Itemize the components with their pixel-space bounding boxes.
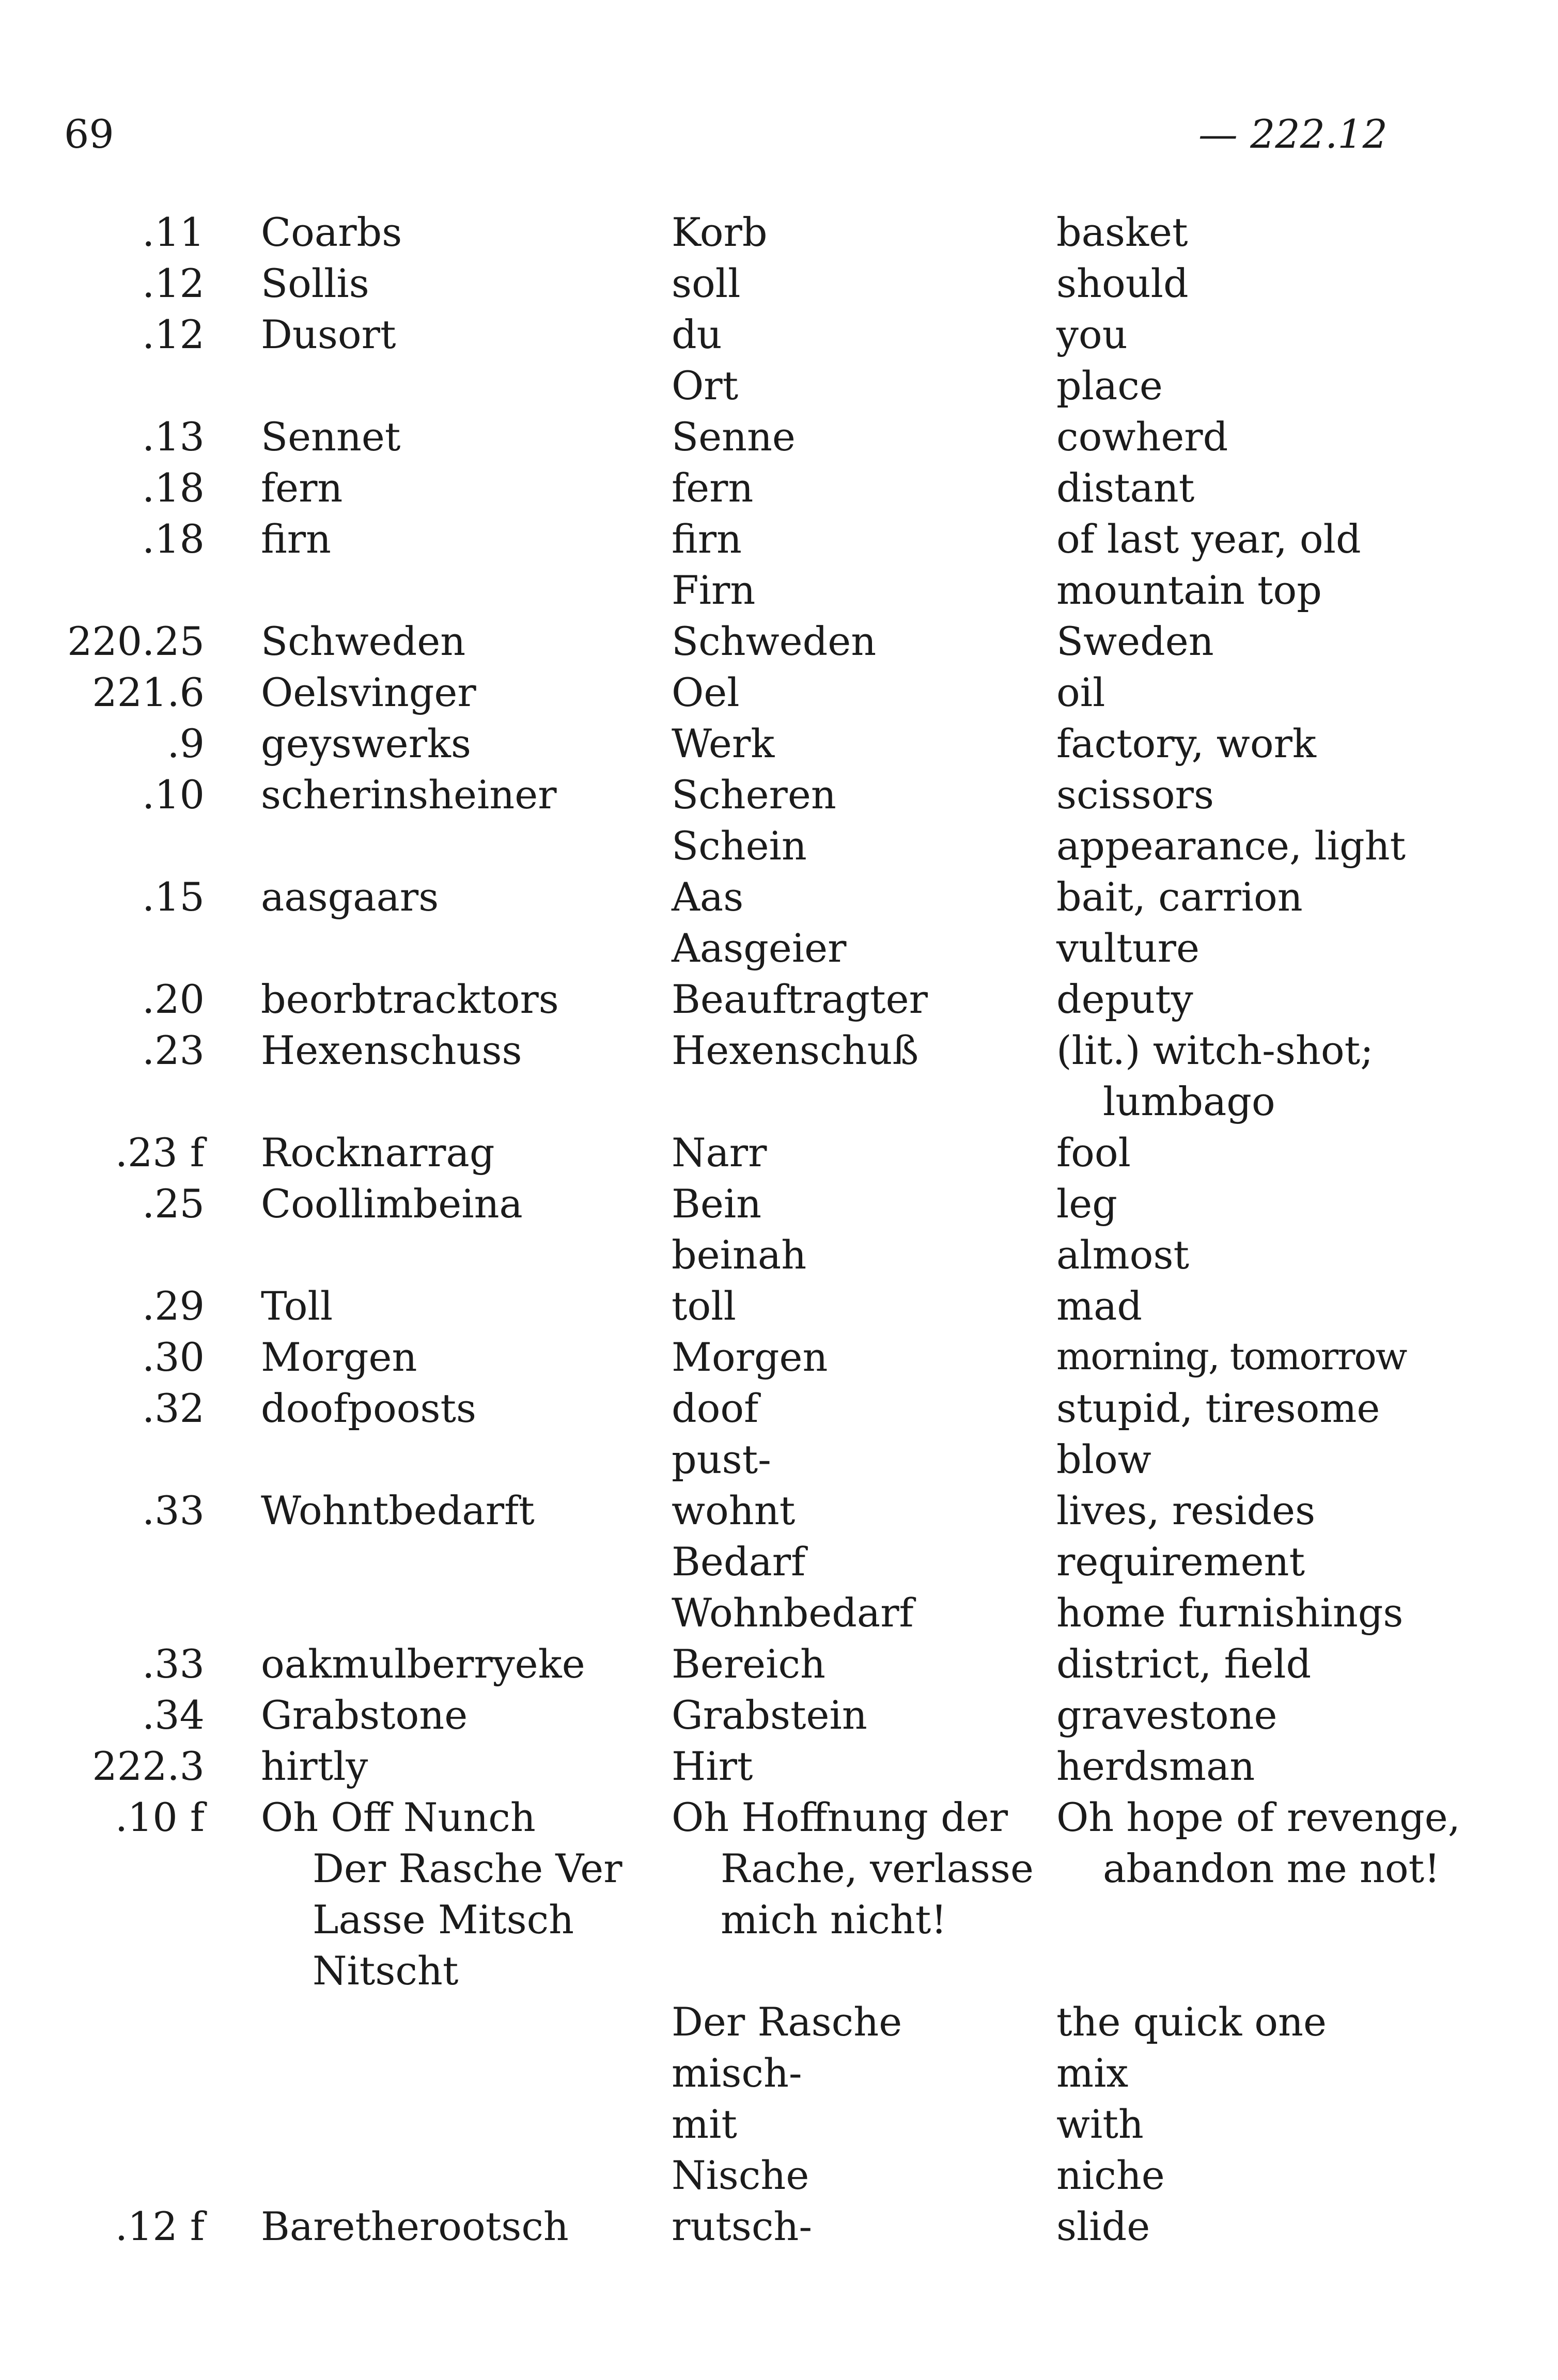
glossary-row <box>0 462 1558 513</box>
glossary-row <box>0 922 1558 974</box>
english-gloss: Oh hope of revenge, <box>1056 1794 1460 1840</box>
line-reference: .30 <box>142 1334 205 1380</box>
english-gloss: basket <box>1056 209 1188 255</box>
wake-word: geyswerks <box>261 721 471 766</box>
english-gloss: Sweden <box>1056 618 1214 664</box>
line-reference: .12 <box>142 311 205 357</box>
german-source: pust- <box>672 1436 771 1482</box>
german-source: Oel <box>672 669 740 715</box>
glossary-row <box>0 1383 1558 1434</box>
english-gloss: niche <box>1056 2152 1165 2198</box>
german-source: Schweden <box>672 618 877 664</box>
english-gloss: vulture <box>1056 925 1199 971</box>
glossary-row <box>0 769 1558 820</box>
wake-word: Der Rasche Ver <box>313 1845 622 1891</box>
line-reference: .34 <box>142 1692 205 1738</box>
german-source: Hirt <box>672 1743 753 1789</box>
glossary-row <box>0 1332 1558 1383</box>
line-reference: .12 f <box>115 2203 205 2249</box>
glossary-row <box>0 1434 1558 1485</box>
english-gloss: with <box>1056 2101 1144 2147</box>
english-gloss: factory, work <box>1056 721 1316 766</box>
english-gloss: you <box>1056 311 1128 357</box>
wake-word: Oelsvinger <box>261 669 476 715</box>
english-gloss: leg <box>1056 1181 1117 1227</box>
line-reference: .11 <box>142 209 205 255</box>
glossary-row <box>0 2201 1558 2252</box>
german-source: doof <box>672 1385 759 1431</box>
glossary-row <box>0 1587 1558 1638</box>
wake-word: Sollis <box>261 260 369 306</box>
line-reference: .10 f <box>115 1794 205 1840</box>
german-source: firn <box>672 516 742 562</box>
line-reference: .25 <box>142 1181 205 1227</box>
english-gloss: morning, tomorrow <box>1056 1335 1407 1378</box>
glossary-row <box>0 360 1558 411</box>
wake-word: Oh Off Nunch <box>261 1794 536 1840</box>
english-gloss: fool <box>1056 1130 1131 1176</box>
line-reference: .29 <box>142 1283 205 1329</box>
english-gloss: lives, resides <box>1056 1488 1316 1533</box>
wake-word: aasgaars <box>261 874 439 920</box>
english-gloss: lumbago <box>1103 1078 1275 1124</box>
german-source: Aas <box>672 874 744 920</box>
german-source: Rache, verlasse <box>721 1845 1034 1891</box>
line-reference: .33 <box>142 1488 205 1533</box>
german-source: Wohnbedarf <box>672 1590 914 1636</box>
wake-word: beorbtracktors <box>261 976 559 1022</box>
glossary-row <box>0 871 1558 922</box>
english-gloss: of last year, old <box>1056 516 1361 562</box>
german-source: Nische <box>672 2152 809 2198</box>
glossary-row <box>0 667 1558 718</box>
glossary-row <box>0 207 1558 258</box>
german-source: fern <box>672 465 754 511</box>
line-reference: .18 <box>142 465 205 511</box>
glossary-row <box>0 616 1558 667</box>
glossary-row <box>0 1638 1558 1689</box>
english-gloss: slide <box>1056 2203 1150 2249</box>
wake-word: oakmulberryeke <box>261 1641 585 1687</box>
line-reference: 221.6 <box>92 669 205 715</box>
wake-word: Wohntbedarft <box>261 1488 535 1533</box>
english-gloss: almost <box>1056 1232 1189 1278</box>
german-source: Hexenschuß <box>672 1027 919 1073</box>
german-source: Oh Hoffnung der <box>672 1794 1008 1840</box>
line-reference: .9 <box>167 721 205 766</box>
line-reference: .23 <box>142 1027 205 1073</box>
glossary-row <box>0 1485 1558 1536</box>
line-reference: .23 f <box>115 1130 205 1176</box>
wake-word: Toll <box>261 1283 333 1329</box>
english-gloss: herdsman <box>1056 1743 1255 1789</box>
german-source: misch- <box>672 2050 802 2096</box>
german-source: du <box>672 311 722 357</box>
glossary-table <box>0 207 1558 2252</box>
glossary-row <box>0 1025 1558 1076</box>
wake-word: Hexenschuss <box>261 1027 522 1073</box>
english-gloss: mountain top <box>1056 567 1322 613</box>
english-gloss: district, field <box>1056 1641 1312 1687</box>
glossary-row <box>0 565 1558 616</box>
german-source: wohnt <box>672 1488 796 1533</box>
glossary-row <box>0 2099 1558 2150</box>
glossary-row <box>0 1076 1558 1127</box>
line-reference: 220.25 <box>67 618 205 664</box>
english-gloss: oil <box>1056 669 1105 715</box>
wake-word: Morgen <box>261 1334 417 1380</box>
wake-word: Dusort <box>261 311 396 357</box>
english-gloss: appearance, light <box>1056 823 1406 869</box>
wake-word: Grabstone <box>261 1692 468 1738</box>
glossary-row <box>0 2047 1558 2099</box>
german-source: toll <box>672 1283 736 1329</box>
english-gloss: the quick one <box>1056 1999 1327 2045</box>
line-reference: .20 <box>142 976 205 1022</box>
running-head: — 222.12 <box>1198 111 1388 157</box>
german-source: Scheren <box>672 772 836 818</box>
english-gloss: place <box>1056 363 1163 409</box>
glossary-row <box>0 2150 1558 2201</box>
german-source: Grabstein <box>672 1692 867 1738</box>
wake-word: Coollimbeina <box>261 1181 523 1227</box>
wake-word: Schweden <box>261 618 466 664</box>
glossary-row <box>0 1280 1558 1332</box>
glossary-row <box>0 1843 1558 1894</box>
glossary-row <box>0 1741 1558 1792</box>
wake-word: Baretherootsch <box>261 2203 569 2249</box>
glossary-row <box>0 1996 1558 2047</box>
english-gloss: abandon me not! <box>1103 1845 1440 1891</box>
german-source: Schein <box>672 823 807 869</box>
english-gloss: should <box>1056 260 1189 306</box>
line-reference: .33 <box>142 1641 205 1687</box>
wake-word: Coarbs <box>261 209 402 255</box>
german-source: Der Rasche <box>672 1999 902 2045</box>
glossary-row <box>0 820 1558 871</box>
glossary-row <box>0 1229 1558 1280</box>
german-source: rutsch- <box>672 2203 813 2249</box>
german-source: Bereich <box>672 1641 825 1687</box>
english-gloss: home furnishings <box>1056 1590 1404 1636</box>
glossary-row <box>0 258 1558 309</box>
glossary-row <box>0 513 1558 565</box>
german-source: Ort <box>672 363 739 409</box>
german-source: mich nicht! <box>721 1897 947 1943</box>
line-reference: 222.3 <box>92 1743 205 1789</box>
page-header <box>0 103 1558 155</box>
english-gloss: deputy <box>1056 976 1193 1022</box>
wake-word: Lasse Mitsch <box>313 1897 574 1943</box>
english-gloss: gravestone <box>1056 1692 1277 1738</box>
german-source: soll <box>672 260 741 306</box>
german-source: Aasgeier <box>672 925 847 971</box>
english-gloss: mix <box>1056 2050 1129 2096</box>
glossary-row <box>0 1792 1558 1843</box>
english-gloss: distant <box>1056 465 1195 511</box>
wake-word: scherinsheiner <box>261 772 557 818</box>
german-source: Korb <box>672 209 768 255</box>
wake-word: Sennet <box>261 414 401 460</box>
english-gloss: requirement <box>1056 1539 1305 1585</box>
german-source: Werk <box>672 721 775 766</box>
glossary-row <box>0 1689 1558 1741</box>
glossary-row <box>0 1894 1558 1945</box>
english-gloss: (lit.) witch-shot; <box>1056 1027 1374 1073</box>
glossary-row <box>0 1536 1558 1587</box>
line-reference: .13 <box>142 414 205 460</box>
english-gloss: mad <box>1056 1283 1143 1329</box>
english-gloss: cowherd <box>1056 414 1228 460</box>
line-reference: .15 <box>142 874 205 920</box>
english-gloss: stupid, tiresome <box>1056 1385 1380 1431</box>
glossary-row <box>0 1178 1558 1229</box>
glossary-row <box>0 1945 1558 1996</box>
glossary-row <box>0 309 1558 360</box>
wake-word: firn <box>261 516 331 562</box>
german-source: Morgen <box>672 1334 828 1380</box>
line-reference: .12 <box>142 260 205 306</box>
german-source: mit <box>672 2101 737 2147</box>
english-gloss: scissors <box>1056 772 1214 818</box>
glossary-row <box>0 974 1558 1025</box>
english-gloss: blow <box>1056 1436 1151 1482</box>
wake-word: doofpoosts <box>261 1385 476 1431</box>
page-number: 69 <box>64 111 114 157</box>
wake-word: fern <box>261 465 343 511</box>
wake-word: Nitscht <box>313 1948 459 1994</box>
wake-word: Rocknarrag <box>261 1130 495 1176</box>
glossary-row <box>0 411 1558 462</box>
german-source: Senne <box>672 414 796 460</box>
english-gloss: bait, carrion <box>1056 874 1303 920</box>
line-reference: .10 <box>142 772 205 818</box>
glossary-row <box>0 718 1558 769</box>
line-reference: .18 <box>142 516 205 562</box>
line-reference: .32 <box>142 1385 205 1431</box>
german-source: Bein <box>672 1181 762 1227</box>
wake-word: hirtly <box>261 1743 368 1789</box>
german-source: Beauftragter <box>672 976 928 1022</box>
german-source: Firn <box>672 567 756 613</box>
glossary-row <box>0 1127 1558 1178</box>
german-source: Bedarf <box>672 1539 806 1585</box>
german-source: beinah <box>672 1232 807 1278</box>
german-source: Narr <box>672 1130 767 1176</box>
